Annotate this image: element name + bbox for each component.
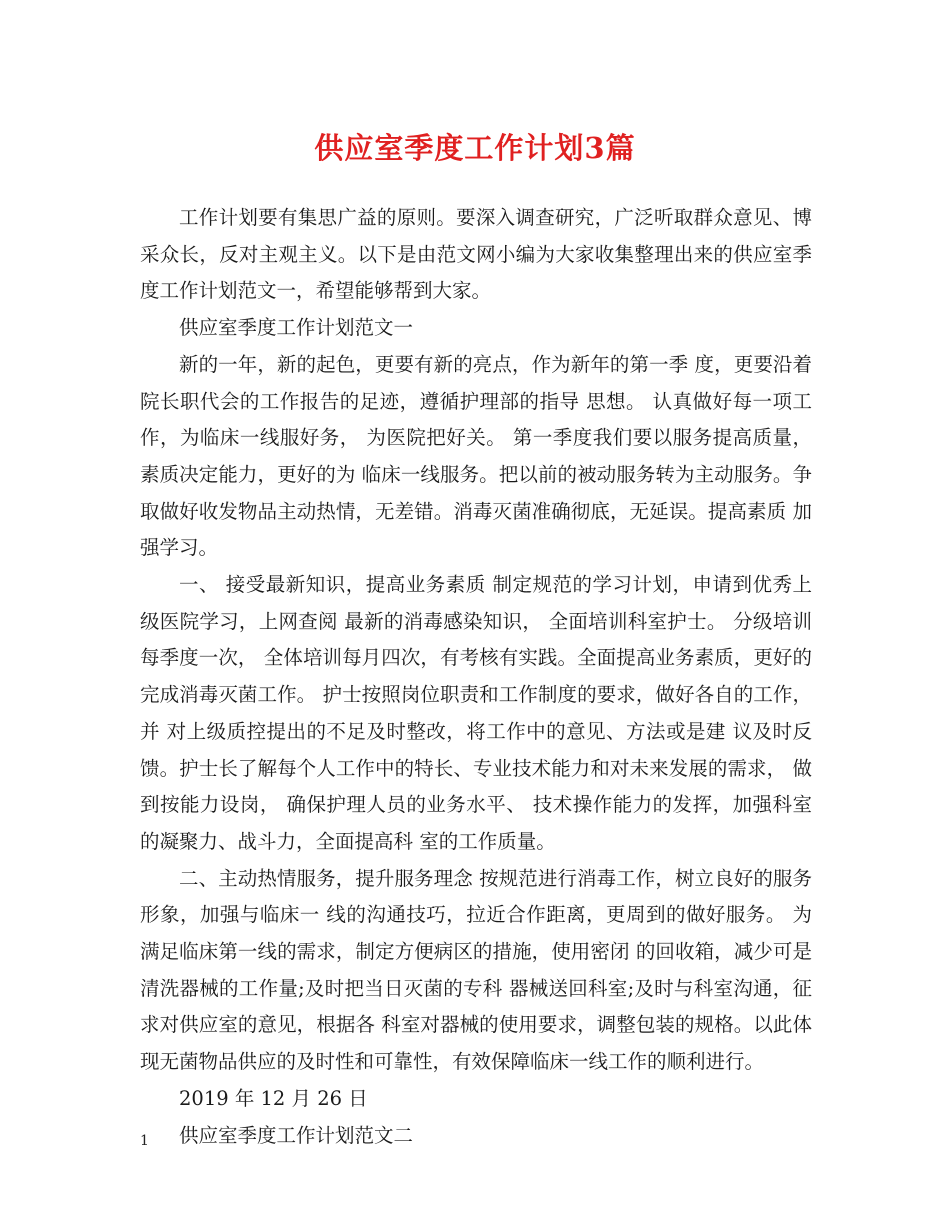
intro-paragraph: 工作计划要有集思广益的原则。要深入调查研究，广泛听取群众意见、博采众长，反对主观主义。以下是由范文网小编为大家收集整理出来的供应室季度工作计划范文一，希望能够帮到大家。 bbox=[140, 206, 812, 303]
section-heading-sample-two: 供应室季度工作计划范文二 bbox=[179, 1123, 414, 1147]
document-title: 供应室季度工作计划3篇 bbox=[314, 131, 636, 165]
body-paragraph: 二、主动热情服务，提升服务理念 按规范进行消毒工作，树立良好的服务形象，加强与临床一 线的沟通技巧，拉近合作距离，更周到的做好服务。 为满足临床第一线的需求，制定方便病区的措施，使用密闭 的回收箱，减少可是清洗器械的工作量;及时把当日灭菌的专科 器械送回科室;及时与科室沟通，征求对供应室的意见，根据各 科室对器械的使用要求，调整包装的规格。以此体现无菌物品供应的及时性和可靠性，有效保障临床一线工作的顺利进行。 bbox=[140, 866, 812, 1074]
page-number: 1 bbox=[140, 1133, 149, 1149]
body-paragraph: 一、 接受最新知识，提高业务素质 制定规范的学习计划，申请到优秀上级医院学习，上网查阅 最新的消毒感染知识， 全面培训科室护士。 分级培训每季度一次， 全体培训每月四次，有考核有实践。全面提高业务素质，更好的 完成消毒灭菌工作。 护士按照岗位职责和工作制度的要求，做好各自的工作，并 对上级质控提出的不足及时整改，将工作中的意见、方法或是建 议及时反馈。护士长了解每个人工作中的特长、专业技术能力和对未来发展的需求， 做到按能力设岗， 确保护理人员的业务水平、 技术操作能力的发挥，加强科室的凝聚力、战斗力，全面提高科 室的工作质量。 bbox=[140, 573, 812, 853]
date-line: 2019 年 12 月 26 日 bbox=[179, 1086, 368, 1110]
body-paragraph: 新的一年，新的起色，更要有新的亮点，作为新年的第一季 度，更要沿着院长职代会的工作报告的足迹，遵循护理部的指导 思想。 认真做好每一项工作，为临床一线服好务， 为医院把好关。 第一季度我们要以服务提高质量，素质决定能力，更好的为 临床一线服务。把以前的被动服务转为主动服务。争取做好收发物品主动热情，无差错。消毒灭菌准确彻底，无延误。提高素质 加强学习。 bbox=[140, 352, 812, 560]
document-body bbox=[140, 200, 812, 1154]
section-heading-sample-one: 供应室季度工作计划范文一 bbox=[179, 316, 414, 340]
